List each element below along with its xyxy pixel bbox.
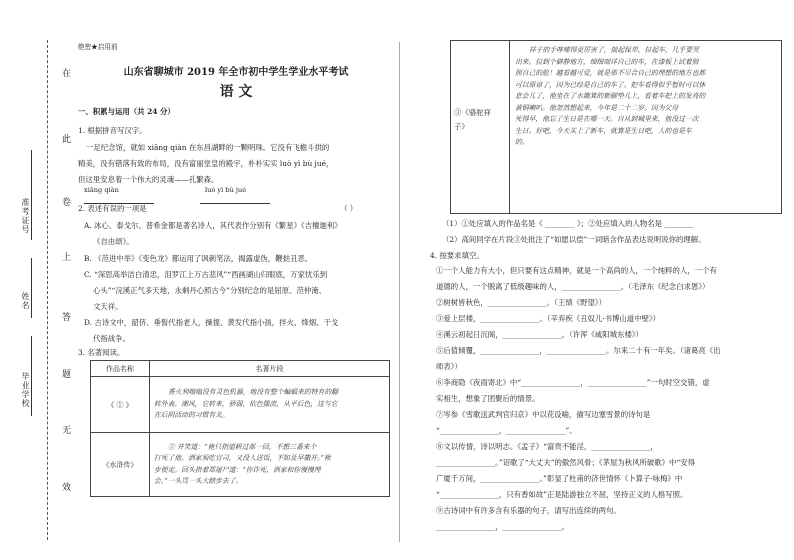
q2-option: 文天祥。 [93, 302, 123, 311]
q4-item[interactable]: 道德的人，一个脱离了低级趣味的人，________________。（毛泽东《纪念白求恩》） [436, 282, 710, 291]
q4-item[interactable]: ④溪云初起日沉阁，________________。（许浑《咸阳城东楼》） [436, 330, 643, 339]
excerpt-line: 会。”一头骂一头大踏步去了。 [154, 477, 243, 485]
q2-option: A. 冰心、泰戈尔、普希金都是著名诗人，其代表作分别有《繁星》《吉檀迦利》 [84, 221, 342, 230]
q2-option: 代指战争。 [93, 334, 130, 343]
excerpt-line: 在后阴活动的习惯有关。 [154, 411, 229, 420]
work-label: 子》 [454, 122, 469, 131]
excerpt-line: 息会儿了，他坐在了水簸箕的新脚垫儿上，看着车把上的发亮的 [515, 92, 706, 100]
excerpt-line: 照自己的脸！越看越可爱，就是那不尽合自己的理想的地方也都 [515, 69, 706, 77]
q2-option: 《自由颂》。 [93, 237, 134, 246]
q4-item[interactable]: ①一个人能力有大小，但只要有这点精神，就是一个高尚的人，一个纯粹的人，一个有 [436, 266, 717, 275]
q4-item[interactable]: ⑧文以传情，诗以明志。《孟子》“富贵不能淫，________________， [436, 442, 658, 451]
q2-option: 心头”“浣溪正气多天地，永剩丹心照古今”分别纪念的是屈原、范仲淹、 [93, 286, 327, 295]
works-table [90, 360, 390, 497]
excerpt-line: ② 并笑道：“俺只指望耕过那一回，不想三番来个 [168, 442, 317, 451]
binding-dashed-line [47, 40, 48, 540]
binding-char: 答 [62, 313, 72, 323]
q4-title: 4. 按要求填空。 [430, 251, 484, 260]
binding-char: 效 [62, 483, 72, 493]
binding-char: 上 [62, 253, 72, 263]
col-excerpt-header: 名著片段 [150, 361, 390, 377]
name-label: 姓名 [21, 292, 30, 310]
q1-line: 但这里安息着一个伟大的灵魂——孔繁森。 [78, 175, 219, 184]
q4-item[interactable]: “________________，________________”。 [436, 426, 577, 435]
q4-item[interactable]: “________________，只有香如故”正是陆游独立不屈，坚持正义的人格写照。 [436, 490, 688, 499]
q4-item[interactable]: ⑤后值倾覆，________________，________________。尔来二十有一年矣。（诸葛亮《出 [436, 346, 721, 355]
excerpt-line: 死得早，他忘了生日是在哪一天。自从到城里来，他没过一次 [515, 115, 699, 123]
excerpt-line: 黄铜喇叭。他忽然想起来，今年是二十二岁。因为父母 [515, 103, 679, 112]
excerpt-line: 香火利嗡嗡没有灵色机器，地没有整个蝙蝠来的特有的翻 [168, 388, 338, 397]
pinyin-b: luò yì bù jué [205, 186, 247, 194]
table-header-row [91, 361, 390, 377]
binding-char: 题 [62, 370, 72, 380]
q4-item[interactable]: ③爱上层楼，________________。（辛弃疾《丑奴儿·书博山道中壁》） [436, 314, 661, 323]
q4-item[interactable]: ②树树皆秋色，________________。（王绩《野望》） [436, 298, 606, 307]
excerpt-line: 打死了他。洒家须吃官司，又没人送饭，不如及早撒开。”极 [154, 454, 331, 462]
excerpt-table [450, 40, 782, 214]
excerpt-line: 生日。好吧，今天买上了新车，就算是生日吧，人的也是车 [515, 126, 692, 135]
binding-char: 此 [62, 135, 72, 145]
binding-margin [0, 0, 78, 560]
work-label: ③《骆驼祥 [454, 108, 491, 117]
excerpt-cell [150, 433, 390, 497]
q4-item[interactable]: ⑥李商隐《夜雨寄北》中“________________，________________”一句时空交错，虚 [436, 378, 710, 387]
q4-item: 师表》） [436, 362, 462, 371]
column-divider [399, 42, 400, 542]
excerpt-cell [150, 377, 390, 433]
q1-title: 1. 根据拼音写汉字。 [78, 126, 147, 135]
school-line[interactable] [31, 336, 32, 416]
binding-char: 卷 [62, 198, 72, 208]
exam-title: 山东省聊城市 2019 年全市初中学生学业水平考试 [123, 67, 349, 78]
excerpt-line: 步便走。回头指着郑屠尸道：“你诈死，洒家和你慢慢理 [154, 465, 321, 474]
excerpt-line: 可以原谅了，因为已经是自己的车了。把车看得似乎暂时可以休 [515, 80, 706, 89]
q2-option: D. 古诗文中，韶侪、垂髫代指老人，操提、黄发代指小孩，拌火、烽烟、干戈 [84, 318, 339, 327]
q2-bracket[interactable]: （ ） [340, 204, 358, 213]
binding-char: 在 [62, 69, 72, 79]
name-line[interactable] [31, 258, 32, 318]
q1-line: 精美，没有错落有致的布局，没有富丽堂皇的殿宇，朴朴实实 luò yì bù jué， [78, 159, 334, 168]
q3-sub-question[interactable]: （2）高间同学在片段③处批注了“如愿以偿”一词暗含作品表达说明说你的理解。 [442, 235, 706, 244]
work-cell: 《水浒传》 [91, 433, 150, 497]
school-label: 毕业学校 [21, 372, 30, 408]
q4-item[interactable]: 广厦千万间，________________。”彰显了杜甫的济世情怀《卜算子·咏梅》中 [436, 474, 683, 483]
excerpt-body [515, 45, 775, 149]
q4-item[interactable]: ________________，________________。 [436, 522, 570, 531]
q1-line: 一足纪念馆，就如 xiāng qiàn 在东昌湖畔的一颗明珠。它没有飞檐斗拱的 [86, 143, 330, 152]
q2-option: B. 《范进中举》《变色龙》都运用了讽刺笔法，揭露虚伪，鞭挞丑恶。 [84, 254, 313, 263]
q2-option: C. “深思高举洁白清忠，泪罗江上万古悲风”“西画湖山归眼底，万家忧乐到 [84, 270, 328, 279]
work-label-cell [451, 41, 510, 213]
exam-id-line[interactable] [31, 150, 32, 240]
q4-item[interactable]: ________________。”诏歌了“大丈夫”的傲然风骨；《茅屋为秋风所破歌》中“安得 [436, 458, 695, 467]
q4-item: ⑨古诗词中有许多含有乐器的句子，请写出连续的两句。 [436, 506, 621, 515]
excerpt-line: 转外表。潮风，它转来，骄弱，依色摆流，从平后色，这与它 [154, 399, 338, 408]
q4-item: ⑦岑参《雪歌送武判官归京》中以花设喻，描写边塞雪景的诗句是 [436, 410, 651, 419]
work-cell[interactable]: 《 ① 》 [91, 377, 150, 433]
subject-title: 语 文 [219, 84, 253, 100]
table-row [91, 433, 390, 497]
table-row [91, 377, 390, 433]
confidential-mark: 绝密★启用前 [78, 43, 118, 51]
col-work-header: 作品名称 [91, 361, 150, 377]
exam-id-label: 准考证号 [21, 198, 30, 234]
section-heading: 一、积累与运用（共 24 分） [78, 107, 175, 116]
q4-item: 实相生，想象了团聚后的情景。 [436, 394, 540, 403]
excerpt-line: 的。 [515, 138, 529, 146]
binding-char: 无 [62, 426, 72, 436]
pinyin-a: xiāng qiàn [84, 186, 119, 194]
excerpt-line: 出来。拉到个僻静地方，细细端详自己的车，在漆板上试着照 [515, 57, 699, 66]
q3-title: 3. 名著阅读。 [78, 348, 125, 357]
excerpt-line: 祥子的手哆嗦得更厉害了，揣起保单，拉起车，几乎要哭 [529, 46, 699, 54]
q2-title: 2. 表述有误的一项是 [78, 204, 147, 213]
answer-blank-b[interactable] [200, 203, 270, 204]
q3-sub-question[interactable]: （1）①处应填入的作品名是《 ________ 》；②处应填入的人物名是 ________ [442, 219, 694, 228]
